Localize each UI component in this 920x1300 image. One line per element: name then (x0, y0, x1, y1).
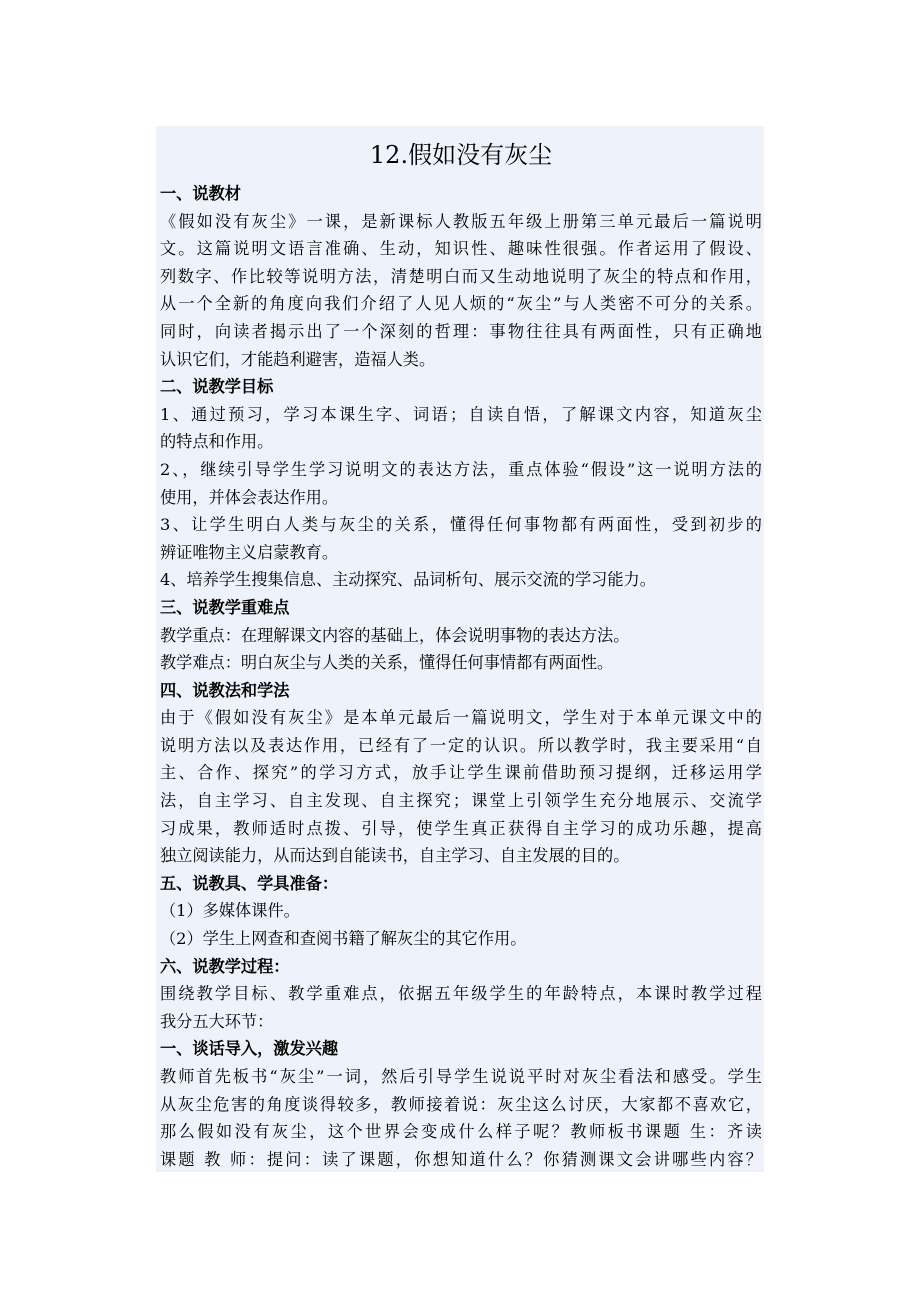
section-heading: 一、谈话导入，激发兴趣 (160, 1039, 339, 1059)
section-heading: 四、说教法和学法 (160, 680, 290, 700)
body-text-line: 教师首先板书“灰尘”一词，然后引导学生说说平时对灰尘看法和感受。学生 (160, 1067, 762, 1086)
body-text-line: 4、培养学生搜集信息、主动探究、品词析句、展示交流的学习能力。 (160, 570, 656, 590)
body-text-line: 说明方法以及表达作用，已经有了一定的认识。所以教学时，我主要采用“自 (160, 735, 762, 755)
body-text-line: （2）学生上网查和查阅书籍了解灰尘的其它作用。 (160, 929, 527, 949)
section-heading: 二、说教学目标 (160, 377, 274, 397)
document-title: 12.假如没有灰尘 (369, 141, 553, 169)
body-text-line: 3、让学生明白人类与灰尘的关系，懂得任何事物都有两面性，受到初步的 (160, 515, 762, 535)
document-content (160, 138, 762, 1173)
body-text-line: 列数字、作比较等说明方法，清楚明白而又生动地说明了灰尘的特点和作用， (160, 266, 762, 286)
document-body (160, 180, 762, 1173)
section-heading: 五、说教具、学具准备： (160, 873, 339, 893)
section-heading: 六、说教学过程： (160, 956, 290, 976)
body-text-line: 同时，向读者揭示出了一个深刻的哲理：事物往往具有两面性，只有正确地 (160, 321, 762, 341)
body-text-line: 教学难点：明白灰尘与人类的关系，懂得任何事情都有两面性。 (160, 653, 614, 673)
body-text-line: 的特点和作用。 (160, 432, 274, 452)
section-heading: 三、说教学重难点 (160, 597, 290, 617)
body-text-line: 独立阅读能力，从而达到自能读书，自主学习、自主发展的目的。 (160, 846, 630, 866)
body-text-line: （1）多媒体课件。 (160, 901, 300, 921)
body-text-line: 使用，并体会表达作用。 (160, 487, 339, 507)
body-text-line: 主、合作、探究”的学习方式，放手让学生课前借助预习提纲，迁移运用学 (160, 763, 762, 783)
body-text-line: 2、，继续引导学生学习说明文的表达方法，重点体验“假设”这一说明方法的 (160, 459, 762, 479)
body-text-line: 1、通过预习，学习本课生字、词语；自读自悟，了解课文内容，知道灰尘 (160, 404, 762, 424)
body-text-line: 《假如没有灰尘》一课，是新课标人教版五年级上册第三单元最后一篇说明 (160, 211, 762, 231)
body-text-line: 习成果，教师适时点拨、引导，使学生真正获得自主学习的成功乐趣，提高 (160, 818, 762, 838)
body-text-line: 由于《假如没有灰尘》是本单元最后一篇说明文，学生对于本单元课文中的 (160, 708, 762, 728)
body-text-line: 课题 教 师：提问：读了课题，你想知道什么？你猜测课文会讲哪些内容？ (160, 1149, 762, 1169)
body-text-line: 辨证唯物主义启蒙教育。 (160, 542, 339, 562)
document-page (156, 126, 764, 1172)
body-text-line: 文。这篇说明文语言准确、生动，知识性、趣味性很强。作者运用了假设、 (160, 239, 762, 259)
body-text-line: 我分五大环节： (160, 1011, 274, 1031)
body-text-line: 围绕教学目标、教学重难点，依据五年级学生的年龄特点，本课时教学过程 (160, 984, 762, 1004)
body-text-line: 教学重点：在理解课文内容的基础上，体会说明事物的表达方法。 (160, 625, 630, 645)
body-text-line: 认识它们，才能趋利避害，造福人类。 (160, 349, 436, 369)
section-heading: 一、说教材 (160, 184, 241, 203)
body-text-line: 法，自主学习、自主发现、自主探究；课堂上引领学生充分地展示、交流学 (160, 791, 762, 811)
body-text-line: 从灰尘危害的角度谈得较多，教师接着说：灰尘这么讨厌，大家都不喜欢它， (160, 1094, 762, 1114)
body-text-line: 从一个全新的角度向我们介绍了人见人烦的“灰尘”与人类密不可分的关系。 (160, 294, 762, 314)
body-text-line: 那么假如没有灰尘，这个世界会变成什么样子呢？教师板书课题 生：齐读 (160, 1122, 762, 1142)
